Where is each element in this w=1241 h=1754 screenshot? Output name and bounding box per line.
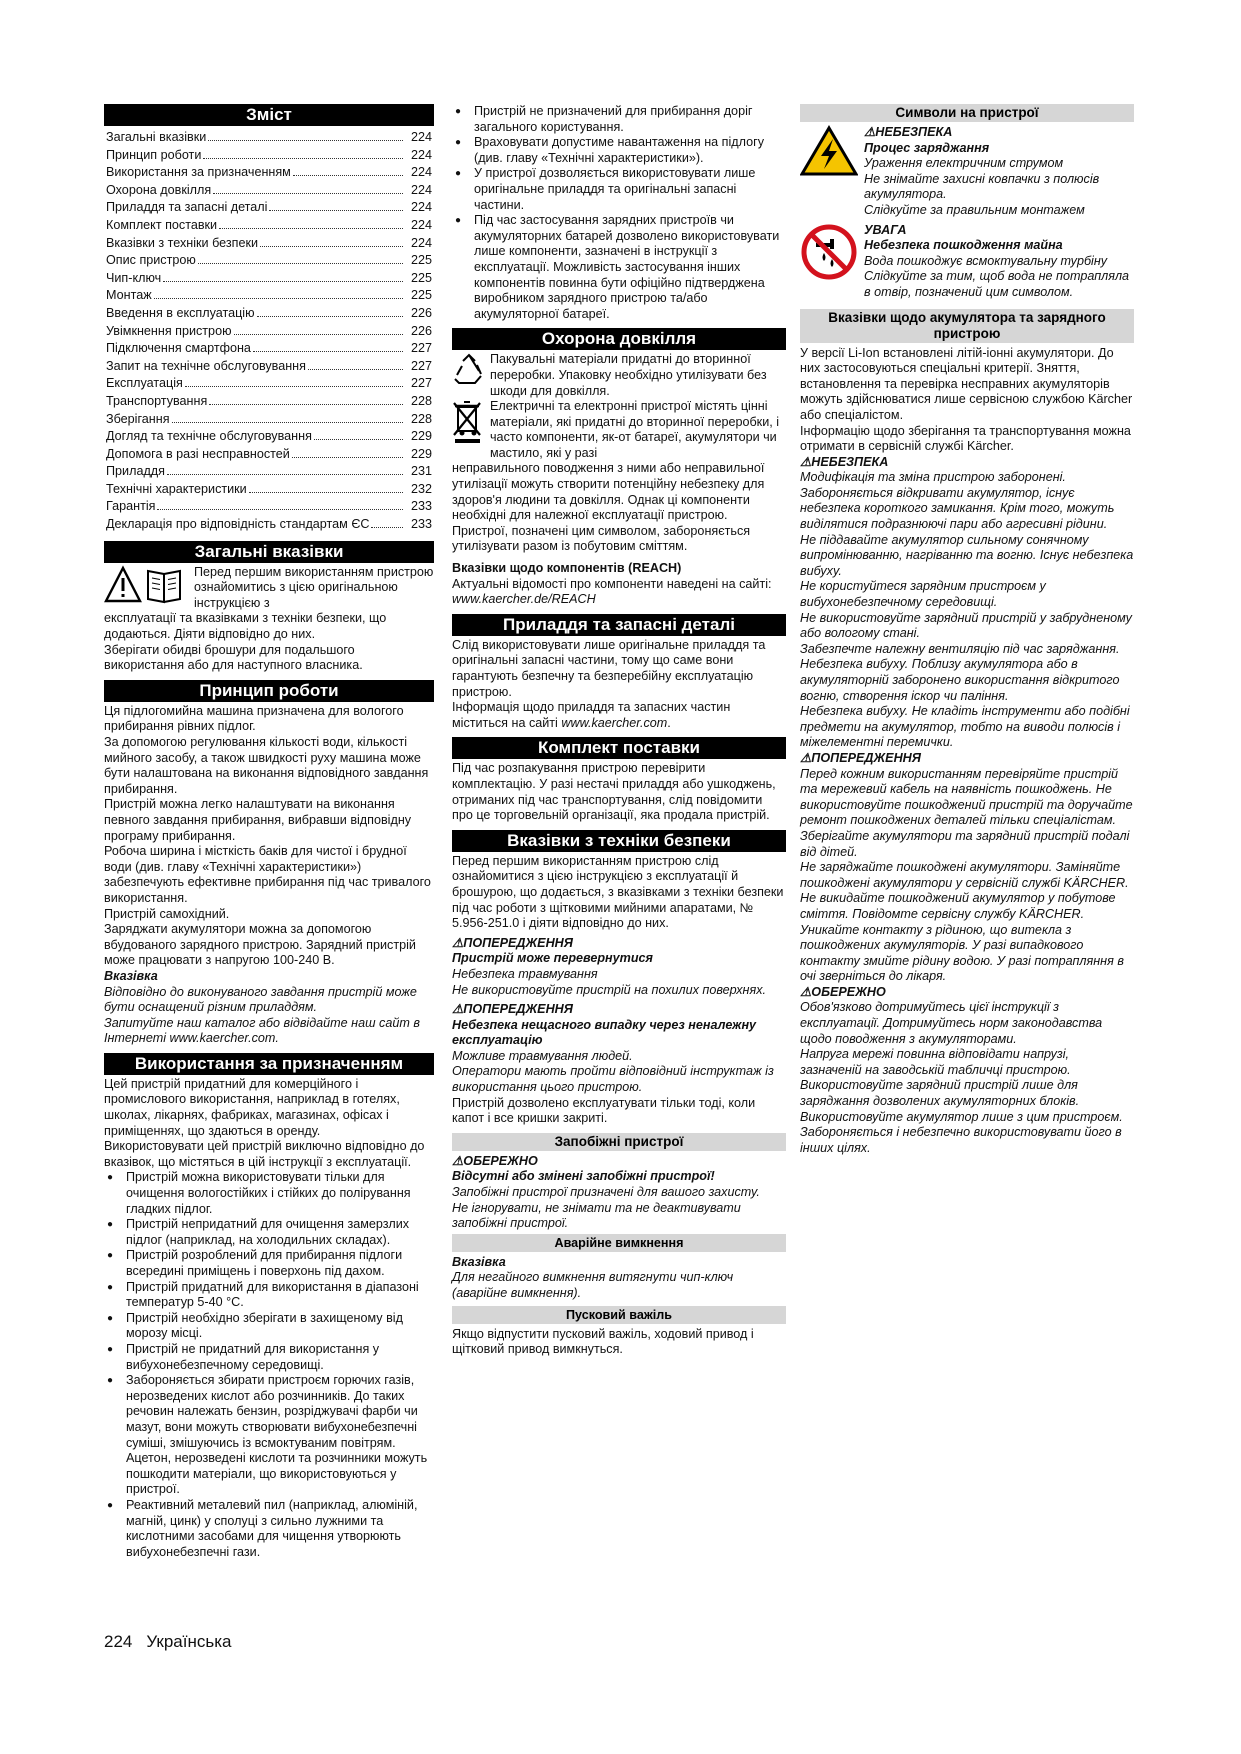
symbol-water-line1: Вода пошкоджує всмоктувальну турбіну bbox=[864, 253, 1108, 268]
toc-entry[interactable] bbox=[104, 341, 434, 359]
toc-entry-leader bbox=[209, 404, 403, 405]
toc-entry[interactable] bbox=[104, 464, 434, 482]
toc-entry-title: Транспортування bbox=[106, 393, 208, 408]
toc-entry-page: 224 bbox=[410, 217, 432, 232]
toc-entry[interactable] bbox=[104, 218, 434, 236]
crossed-bin-icon bbox=[452, 399, 490, 461]
toc-entry-page: 224 bbox=[410, 235, 432, 250]
toc-entry[interactable] bbox=[104, 200, 434, 218]
accessories-p2-text: Інформація щодо приладдя та запасних частин міститься на сайті bbox=[452, 700, 731, 730]
symbol-charging-block bbox=[800, 125, 1134, 219]
section-heading-safety: Вказівки з техніки безпеки bbox=[452, 830, 786, 852]
toc-entry-page: 227 bbox=[410, 376, 432, 391]
battery-danger-label bbox=[800, 455, 1134, 471]
section-heading-general: Загальні вказівки bbox=[104, 541, 434, 563]
toc-entry-leader bbox=[308, 369, 403, 370]
warning-line: Не заряджайте пошкоджені акумулятори. Заміняйте пошкоджені акумулятори у сервісній службі KÄRCHER. bbox=[800, 860, 1129, 890]
toc-entry-leader bbox=[219, 228, 403, 229]
toc-entry-page: 228 bbox=[410, 411, 432, 426]
toc-entry-page: 224 bbox=[410, 165, 432, 180]
toc-entry-page: 224 bbox=[410, 200, 432, 215]
toc-entry-leader bbox=[293, 175, 403, 176]
toc-entry-title: Запит на технічне обслуговування bbox=[106, 358, 306, 373]
symbol-water-text bbox=[864, 223, 1134, 301]
recycling-icon bbox=[452, 352, 490, 399]
toc-entry[interactable] bbox=[104, 376, 434, 394]
warning-line: Уникайте контакту з рідиною, що витекла з пошкоджених акумуляторів. У разі випадкового контакту змийте рідину водою. У разі потрапляння в очі зверніться до лікаря. bbox=[800, 922, 1124, 984]
toc-entry-title: Охорона довкілля bbox=[106, 182, 212, 197]
symbol-charging-label-text: НЕБЕЗПЕКА bbox=[875, 125, 953, 139]
toc-entry[interactable] bbox=[104, 324, 434, 342]
symbol-charging-line2: Не знімайте захисні ковпачки з полюсів акумулятора. bbox=[864, 171, 1100, 202]
toc-entry-page: 229 bbox=[410, 429, 432, 444]
safety-w2-line2: Оператори мають пройти відповідний інструктаж із використання цього пристрою. bbox=[452, 1064, 774, 1095]
toc-entry-leader bbox=[260, 246, 403, 247]
subsection-heading-emergency-stop: Аварійне вимкнення bbox=[452, 1234, 786, 1252]
environment-p2: Електричні та електронні пристрої містять цінні матеріали, які придатні до вторинної переробки, і часто компоненти, як-от батареї, акумулятори чи мастило, які у разі bbox=[490, 399, 780, 460]
warning-manual-icon bbox=[104, 565, 190, 612]
warning-line: Використовуйте зарядний пристрій лише для заряджання дозволених акумуляторних блоків. bbox=[800, 1078, 1080, 1109]
warning-triangle-icon: ⚠ bbox=[800, 750, 812, 765]
battery-warning-label-text: ПОПЕРЕДЖЕННЯ bbox=[811, 750, 921, 765]
toc-entry-leader bbox=[198, 263, 403, 264]
toc-entry-page: 225 bbox=[410, 253, 432, 268]
toc-entry-leader bbox=[371, 527, 403, 528]
toc-entry-page: 226 bbox=[410, 305, 432, 320]
electric-hazard-icon bbox=[800, 125, 860, 182]
warning-triangle-icon: ⚠ bbox=[452, 935, 464, 950]
toc-entry-leader bbox=[163, 281, 403, 282]
toc-entry-page: 224 bbox=[410, 182, 432, 197]
toc-entry-leader bbox=[157, 509, 403, 510]
toc-entry-page: 224 bbox=[410, 147, 432, 162]
toc-entry-page: 232 bbox=[410, 481, 432, 496]
section-heading-principle: Принцип роботи bbox=[104, 680, 434, 702]
warning-line: Небезпека вибуху. Поблизу акумулятора або в акумуляторній заборонено використання відкритого вогню, створення іскор чи паління. bbox=[800, 657, 1120, 703]
list-item: ● Під час застосування зарядних пристроїв чи акумуляторних батарей дозволено використовувати лише компоненти, зазначені в інструкції з експлуатації. Можливість застосування інших компонентів повинна бути офіційно підтверджена виробником зарядного пристрою та/або акумуляторної батареї. bbox=[452, 213, 786, 322]
subsection-heading-start-lever: Пусковий важіль bbox=[452, 1306, 786, 1324]
usage-p2: Використовувати цей пристрій виключно відповідно до вказівок, що містяться в цій інструкції з експлуатації. bbox=[104, 1139, 425, 1169]
toc-entry[interactable] bbox=[104, 517, 434, 535]
toc-entry-leader bbox=[314, 439, 403, 440]
column-middle bbox=[452, 104, 786, 1358]
toc-entry-title: Чип-ключ bbox=[106, 270, 162, 285]
usage-bullet-list-cont bbox=[452, 104, 786, 322]
toc-entry-title: Експлуатація bbox=[106, 376, 183, 391]
safety-devices-caution-text: ОБЕРЕЖНО bbox=[463, 1153, 538, 1168]
delivery-p1: Під час розпакування пристрою перевірити комплектацію. У разі нестачі приладдя або ушкоджень, отриманих під час транспортування, слід повідомити про це торговельній організації, яка продала пристрій. bbox=[452, 761, 776, 823]
toc-entry[interactable] bbox=[104, 306, 434, 324]
battery-warning-label bbox=[800, 751, 1134, 767]
toc-entry-title: Введення в експлуатацію bbox=[106, 305, 255, 320]
toc-entry-leader bbox=[253, 351, 403, 352]
warning-line: Обов'язково дотримуйтесь цієї інструкції з експлуатації. Дотримуйтесь норм законодавства щодо поводження з акумуляторами. bbox=[800, 1000, 1103, 1046]
toc-entry[interactable] bbox=[104, 429, 434, 447]
page-language: Українська bbox=[146, 1632, 232, 1651]
principle-p4: Робоча ширина і місткість баків для чистої і брудної води (див. главу «Технічні характеристики») забезпечують ефективне прибирання під час тривалого використання. bbox=[104, 844, 431, 905]
toc-entry-page: 233 bbox=[410, 517, 432, 532]
toc-entry-title: Гарантія bbox=[106, 499, 156, 514]
general-keep-text: Зберігати обидві брошури для подальшого використання або для наступного власника. bbox=[104, 642, 363, 673]
toc-entry-leader bbox=[172, 422, 403, 423]
environment-weee-block bbox=[452, 399, 786, 461]
principle-note-1: Відповідно до виконуваного завдання пристрій може бути оснащений різним приладдям. bbox=[104, 984, 417, 1015]
general-intro-block bbox=[104, 565, 434, 612]
accessories-p2 bbox=[452, 700, 786, 731]
usage-bullet-list bbox=[104, 1170, 434, 1560]
warning-line: Перед кожним використанням перевіряйте пристрій та мережевий кабель на наявність пошкоджень. Не використовуйте пошкоджений пристрій та доручайте ремонт пошкоджених деталей тільки спеціалістам. bbox=[800, 766, 1133, 828]
principle-p2: За допомогою регулювання кількості води, кількості мийного засобу, а також швидкості руху машина може бути налаштована на виконання відповідного завдання прибирання. bbox=[104, 735, 429, 796]
toc-entry-page: 228 bbox=[410, 393, 432, 408]
toc-entry-title: Догляд та технічне обслуговування bbox=[106, 429, 312, 444]
safety-devices-caution-label bbox=[452, 1154, 786, 1170]
safety-w2-line1: Можливе травмування людей. bbox=[452, 1048, 633, 1063]
toc-entry[interactable] bbox=[104, 271, 434, 289]
safety-devices-caution-line2: Не ігнорувати, не знімати та не деактивувати запобіжні пристрої. bbox=[452, 1200, 741, 1231]
list-item: ● Пристрій можна використовувати тільки для очищення вологостійких і стійких до полірування гладких підлог. bbox=[104, 1170, 434, 1217]
warning-line: Не використовуйте зарядний пристрій у забрудненому або вологому стані. bbox=[800, 610, 1132, 641]
safety-p1: Перед першим використанням пристрою слід ознайомитися з цією інструкцією з експлуатації й брошурою, що додається, з вказівками з техніки безпеки під час роботи з щітковими мийними апаратами, № 5.956-251.0 і діяти відповідно до них. bbox=[452, 853, 784, 931]
principle-p3: Пристрій можна легко налаштувати на виконання певного завдання прибирання, вибравши відповідну програму прибирання. bbox=[104, 797, 412, 843]
safety-w2-title: Небезпека нещасного випадку через неналежну експлуатацію bbox=[452, 1017, 757, 1048]
list-item: ● У пристрої дозволяється використовувати лише оригінальне приладдя та оригінальні запасні частини. bbox=[452, 166, 786, 213]
toc-entry-leader bbox=[257, 316, 403, 317]
toc-entry-title: Увімкнення пристрою bbox=[106, 323, 232, 338]
toc-entry-title: Допомога в разі несправностей bbox=[106, 446, 290, 461]
battery-p2: Інформацію щодо зберігання та транспортування можна отримати в сервісній службі Kärcher. bbox=[800, 423, 1131, 454]
toc-entry[interactable] bbox=[104, 499, 434, 517]
environment-p2-rest: неправильного поводження з ними або неправильної утилізації можуть створити потенційну небезпеку для здоров'я людини та довкілля. Однак ці компоненти необхідні для належної експлуатації пристрою. Пристрої, позначені цим символом, забороняється утилізувати разом із побутовим сміттям. bbox=[452, 461, 765, 554]
warning-line: Не викидайте пошкоджений акумулятор у побутове сміття. Повідомте сервісну службу KÄRCHER. bbox=[800, 891, 1116, 921]
warning-line: Забезпечте належну вентиляцію під час заряджання. bbox=[800, 641, 1120, 656]
reach-text-label: Актуальні відомості про компоненти наведені на сайті: bbox=[452, 576, 772, 591]
battery-caution-list bbox=[800, 1000, 1134, 1156]
safety-w1-line2: Не використовуйте пристрій на похилих поверхнях. bbox=[452, 982, 766, 997]
symbol-charging-line3: Слідкуйте за правильним монтажем bbox=[864, 202, 1085, 217]
symbol-water-label: УВАГА bbox=[864, 222, 907, 237]
symbol-charging-line1: Ураження електричним струмом bbox=[864, 156, 1064, 171]
toc-entry-title: Комплект поставки bbox=[106, 217, 218, 232]
section-heading-accessories: Приладдя та запасні деталі bbox=[452, 614, 786, 636]
toc-entry[interactable] bbox=[104, 288, 434, 306]
symbol-water-line2: Слідкуйте за тим, щоб вода не потрапляла в отвір, позначений цим символом. bbox=[864, 269, 1130, 299]
environment-recycle-block bbox=[452, 352, 786, 399]
toc-entry-page: 225 bbox=[410, 288, 432, 303]
safety-w2-label bbox=[452, 1002, 786, 1018]
toc-entry-page: 226 bbox=[410, 323, 432, 338]
warning-triangle-icon: ⚠ bbox=[800, 984, 812, 999]
warning-triangle-icon: ⚠ bbox=[452, 1002, 464, 1017]
list-item: ● Пристрій непридатний для очищення замерзлих підлог (наприклад, на холодильних складах). bbox=[104, 1217, 434, 1248]
toc-entry[interactable] bbox=[104, 412, 434, 430]
principle-p1: Ця підлогомийна машина призначена для вологого прибирання рівних підлог. bbox=[104, 703, 404, 734]
list-item: ● Пристрій розроблений для прибирання підлоги всередині приміщень і поверхонь під дахом. bbox=[104, 1248, 434, 1279]
toc-entry[interactable] bbox=[104, 394, 434, 412]
warning-line: Напруга мережі повинна відповідати напрузі, зазначеній на заводській табличці пристрою. bbox=[800, 1047, 1071, 1077]
principle-note-label: Вказівка bbox=[104, 968, 158, 983]
toc-entry-title: Підключення смартфона bbox=[106, 341, 251, 356]
battery-caution-label-text: ОБЕРЕЖНО bbox=[811, 984, 886, 999]
warning-triangle-icon: ⚠ bbox=[452, 1153, 464, 1168]
toc-entry-leader bbox=[154, 298, 403, 299]
toc-entry-page: 224 bbox=[410, 130, 432, 144]
toc-entry[interactable] bbox=[104, 447, 434, 465]
toc-entry-title: Монтаж bbox=[106, 288, 152, 303]
toc-entry-title: Приладдя та запасні деталі bbox=[106, 200, 268, 215]
list-item: ● Пристрій не призначений для прибирання доріг загального користування. bbox=[452, 104, 786, 135]
battery-warning-list bbox=[800, 767, 1134, 985]
safety-w1-label bbox=[452, 936, 786, 952]
battery-danger-label-text: НЕБЕЗПЕКА bbox=[811, 454, 889, 469]
reach-text bbox=[452, 577, 786, 608]
page-number: 224 bbox=[104, 1632, 133, 1651]
toc-entry[interactable] bbox=[104, 148, 434, 166]
toc-entry-page: 225 bbox=[410, 270, 432, 285]
warning-line: Модифікація та зміна пристрою заборонені. Забороняється відкривати акумулятор, існує небезпека короткого замикання. Крім того, можуть виділятися подразнюючі пари або агресивні рідини. bbox=[800, 470, 1115, 532]
environment-p1: Пакувальні матеріали придатні до вторинної переробки. Упаковку необхідно утилізувати без шкоди для довкілля. bbox=[490, 352, 767, 398]
accessories-link[interactable]: www.kaercher.com bbox=[561, 715, 668, 730]
safety-w2-label-text: ПОПЕРЕДЖЕННЯ bbox=[463, 1002, 573, 1017]
page-footer bbox=[104, 1632, 246, 1652]
toc-entry-page: 227 bbox=[410, 341, 432, 356]
toc-entry-title: Загальні вказівки bbox=[106, 130, 207, 144]
safety-p2: Пристрій дозволено експлуатувати тільки тоді, коли капот і все кришки закриті. bbox=[452, 1095, 756, 1126]
reach-heading: Вказівки щодо компонентів (REACH) bbox=[452, 561, 682, 576]
toc-entry-page: 233 bbox=[410, 499, 432, 514]
warning-line: Використовуйте акумулятор лише з цим пристроєм. Забороняється і небезпечно використовувати його в інших цілях. bbox=[800, 1109, 1123, 1155]
safety-w1-label-text: ПОПЕРЕДЖЕННЯ bbox=[463, 935, 573, 950]
toc-entry[interactable] bbox=[104, 130, 434, 148]
warning-triangle-icon: ⚠ bbox=[800, 454, 812, 469]
toc-entry[interactable] bbox=[104, 359, 434, 377]
toc-heading: Зміст bbox=[104, 104, 434, 126]
toc-entry-title: Технічні характеристики bbox=[106, 481, 247, 496]
toc-entry[interactable] bbox=[104, 482, 434, 500]
reach-link[interactable]: www.kaercher.de/REACH bbox=[452, 592, 596, 607]
general-intro-rest: експлуатації та вказівками з техніки безпеки, що додаються. Діяти відповідно до них. bbox=[104, 611, 387, 642]
toc-entry-leader bbox=[208, 140, 403, 141]
principle-p6: Заряджати акумулятори можна за допомогою вбудованого зарядного пристрою. Зарядний пристрій може працювати з напругою 100-240 В. bbox=[104, 922, 416, 968]
toc-entry-leader bbox=[213, 193, 403, 194]
column-right bbox=[800, 104, 1134, 1156]
section-heading-delivery: Комплект поставки bbox=[452, 737, 786, 759]
toc-entry-leader bbox=[249, 492, 403, 493]
toc-entry-leader bbox=[234, 334, 403, 335]
symbol-charging-title: Процес заряджання bbox=[864, 140, 990, 155]
toc-entry-page: 227 bbox=[410, 358, 432, 373]
toc-entry-title: Вказівки з техніки безпеки bbox=[106, 235, 259, 250]
toc-entry-page: 229 bbox=[410, 446, 432, 461]
toc-entry[interactable] bbox=[104, 253, 434, 271]
safety-w1-line1: Небезпека травмування bbox=[452, 966, 598, 981]
start-lever-text: Якщо відпустити пусковий важіль, ходовий привод і щітковий привод вимкнуться. bbox=[452, 1326, 754, 1357]
subsection-heading-battery: Вказівки щодо акумулятора та зарядного пристрою bbox=[800, 309, 1134, 343]
warning-triangle-icon: ⚠ bbox=[864, 125, 876, 139]
toc-entry-leader bbox=[185, 386, 403, 387]
list-item: ● Реактивний металевий пил (наприклад, алюміній, магній, цинк) у сполуці з сильно лужними та кислотними засобами для чищення утворюють вибухонебезпечні гази. bbox=[104, 1498, 434, 1560]
toc-entry-leader bbox=[292, 457, 403, 458]
safety-devices-caution-line1: Запобіжні пристрої призначені для вашого захисту. bbox=[452, 1185, 760, 1200]
subsection-heading-safety-devices: Запобіжні пристрої bbox=[452, 1133, 786, 1151]
toc-entry-leader bbox=[269, 210, 403, 211]
toc-entry[interactable] bbox=[104, 183, 434, 201]
toc-entry-title: Опис пристрою bbox=[106, 253, 196, 268]
warning-line: Зберігайте акумулятори та зарядний пристрій подалі від дітей. bbox=[800, 828, 1130, 859]
toc-entry-leader bbox=[203, 158, 403, 159]
battery-p1: У версії Li-Ion встановлені літій-іонні акумулятори. До них застосовуються спеціальні критерії. Зняття, встановлення та перевірка несправних акумуляторів можуть здійснюватися лише сервісною службою Kärcher або спеціалістом. bbox=[800, 345, 1133, 422]
toc-entry[interactable] bbox=[104, 236, 434, 254]
accessories-p2-end: . bbox=[667, 715, 671, 730]
toc-entry-title: Зберігання bbox=[106, 411, 170, 426]
principle-p5: Пристрій самохідний. bbox=[104, 906, 230, 921]
safety-w1-title: Пристрій може перевернутися bbox=[452, 951, 653, 966]
usage-p1: Цей пристрій придатний для комерційного і промислового використання, наприклад в готелях, школах, лікарнях, фабриках, магазинах, офісах і приміщеннях, що здаються в оренду. bbox=[104, 1076, 400, 1138]
symbol-charging-text bbox=[864, 125, 1134, 219]
table-of-contents bbox=[104, 130, 434, 535]
toc-entry-title: Приладдя bbox=[106, 464, 165, 479]
toc-entry-title: Використання за призначенням bbox=[106, 165, 291, 180]
list-item: ● Враховувати допустиме навантаження на підлогу (див. главу «Технічні характеристики»). bbox=[452, 135, 786, 166]
accessories-p1: Слід використовувати лише оригінальне приладдя та оригінальні запасні частини, тому що саме вони гарантують безпечну та безперебійну експлуатацію пристрою. bbox=[452, 637, 766, 699]
warning-line: Небезпека вибуху. Не кладіть інструменти або подібні предмети на акумулятор, тобто на виводи полюсів і міжелементні перемички. bbox=[800, 704, 1130, 750]
general-intro-text: Перед першим використанням пристрою ознайомитись з цією оригінальною інструкцією з bbox=[194, 564, 434, 610]
toc-entry-title: Принцип роботи bbox=[106, 147, 202, 162]
list-item: ● Пристрій необхідно зберігати в захищеному від морозу місці. bbox=[104, 1311, 434, 1342]
warning-line: Не користуйтеся зарядним пристроєм у вибухонебезпечному середовищі. bbox=[800, 579, 1046, 610]
toc-entry-leader bbox=[167, 474, 403, 475]
no-water-icon bbox=[800, 223, 860, 286]
symbol-water-block bbox=[800, 223, 1134, 301]
principle-note-2: Запитуйте наш каталог або відвідайте наш сайт в Інтернеті www.kaercher.com. bbox=[104, 1015, 420, 1046]
list-item: ● Забороняється збирати пристроєм горючих газів, нерозведених кислот або розчинників. До таких речовин належать бензин, розріджувачі фарби чи мазут, вони можуть створювати вибухонебезпечні суміші, змішуючись із всмоктуваним повітрям. Ацетон, нерозведені кислоти та розчинники можуть пошкодити матеріали, що використовуються у пристрої. bbox=[104, 1373, 434, 1498]
battery-caution-label bbox=[800, 985, 1134, 1001]
symbol-water-title: Небезпека пошкодження майна bbox=[864, 238, 1063, 253]
warning-line: Не піддавайте акумулятор сильному сонячному випромінюванню, нагріванню та вогню. Існує небезпека вибуху. bbox=[800, 532, 1134, 578]
toc-entry[interactable] bbox=[104, 165, 434, 183]
list-item: ● Пристрій придатний для використання в діапазоні температур 5-40 °C. bbox=[104, 1280, 434, 1311]
emergency-stop-note-label: Вказівка bbox=[452, 1254, 506, 1269]
toc-entry-title: Декларація про відповідність стандартам ЄС bbox=[106, 517, 370, 532]
emergency-stop-note-text: Для негайного вимкнення витягнути чип-ключ (аварійне вимкнення). bbox=[452, 1270, 734, 1300]
subsection-heading-symbols: Символи на пристрої bbox=[800, 104, 1134, 122]
section-heading-usage: Використання за призначенням bbox=[104, 1053, 434, 1075]
section-heading-environment: Охорона довкілля bbox=[452, 328, 786, 350]
toc-entry-page: 231 bbox=[410, 464, 432, 479]
safety-devices-caution-title: Відсутні або змінені запобіжні пристрої! bbox=[452, 1169, 715, 1184]
symbol-charging-label bbox=[864, 125, 1134, 141]
battery-danger-list bbox=[800, 470, 1134, 751]
column-left bbox=[104, 104, 434, 1560]
list-item: ● Пристрій не придатний для використання у вибухонебезпечному середовищі. bbox=[104, 1342, 434, 1373]
